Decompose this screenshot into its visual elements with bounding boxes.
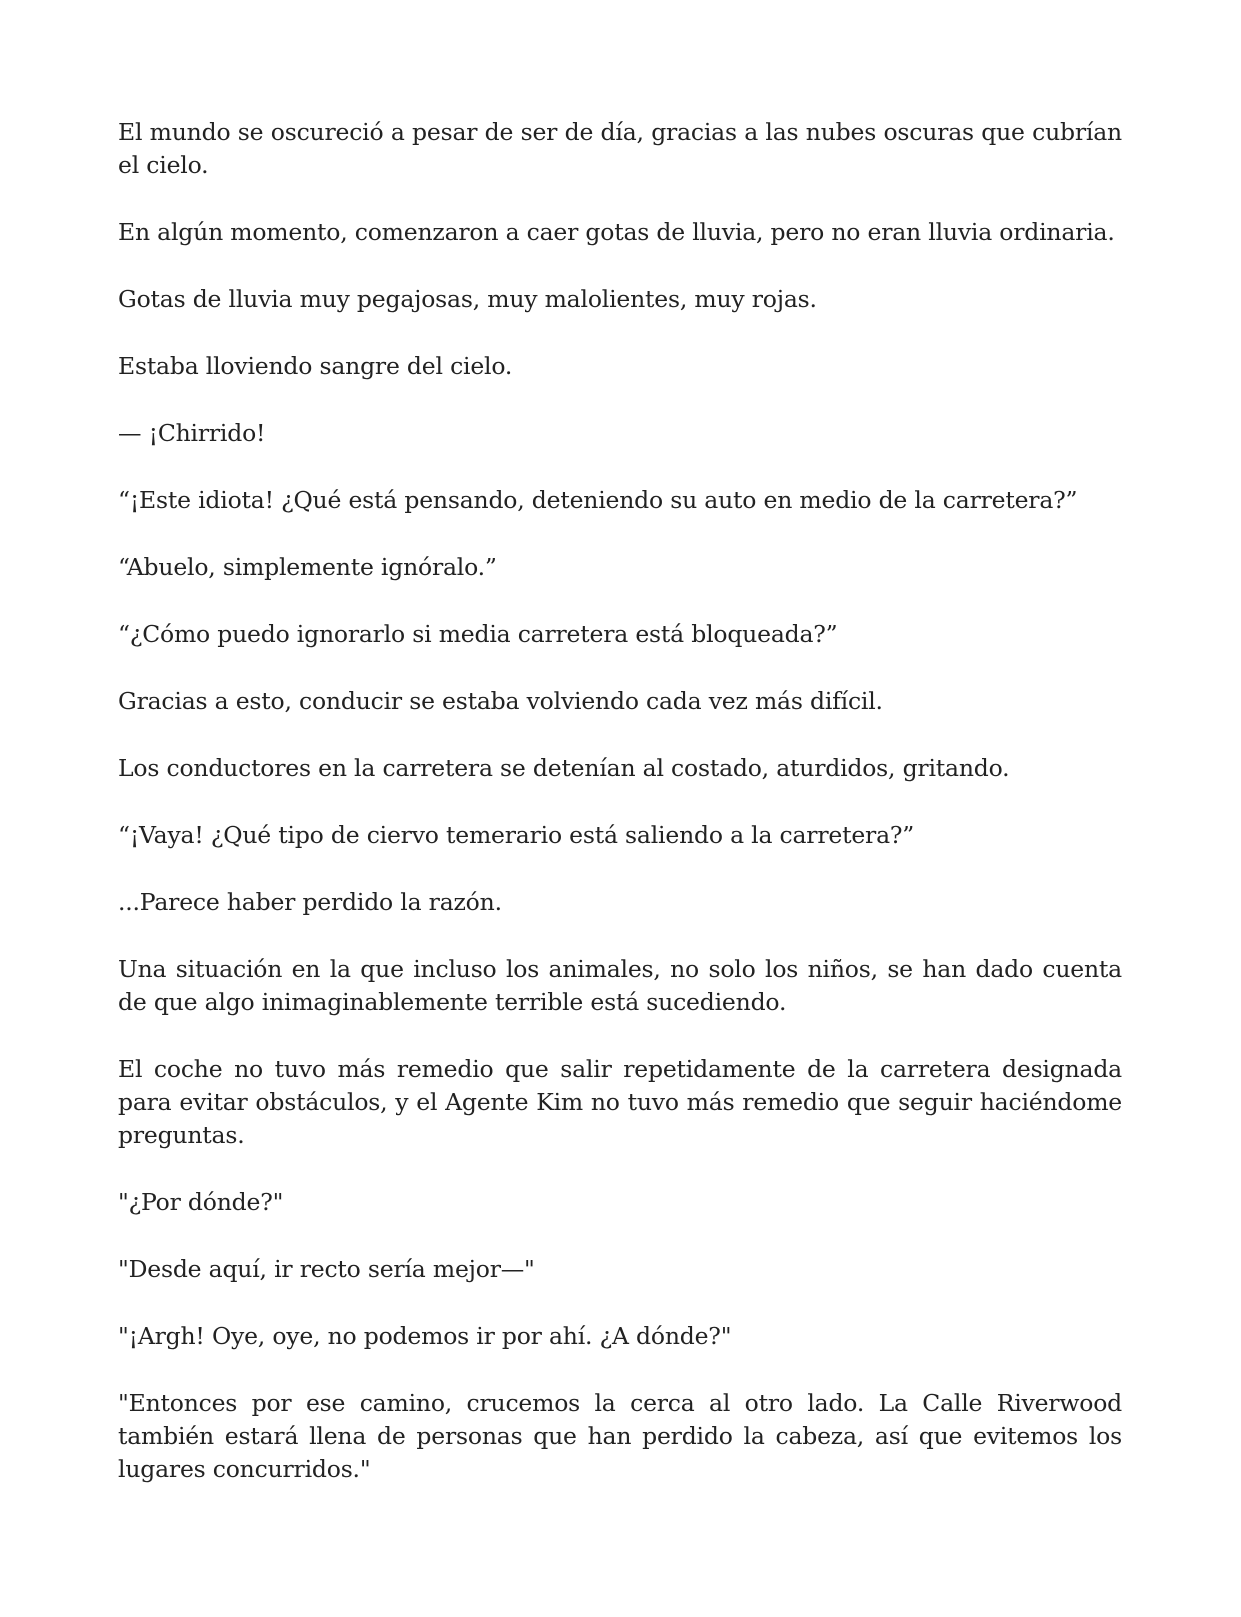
paragraph: Una situación en la que incluso los animales, no solo los niños, se han dado cuenta de que algo inimaginablemente terrible está sucediendo.	[118, 955, 1122, 1016]
paragraph: En algún momento, comenzaron a caer gotas de lluvia, pero no eran lluvia ordinaria.	[118, 218, 1115, 246]
paragraph: “¡Este idiota! ¿Qué está pensando, deteniendo su auto en medio de la carretera?”	[118, 486, 1078, 514]
paragraph: — ¡Chirrido!	[118, 419, 266, 447]
paragraph: El coche no tuvo más remedio que salir repetidamente de la carretera designada para evitar obstáculos, y el Agente Kim no tuvo más remedio que seguir haciéndome preguntas.	[118, 1055, 1122, 1149]
paragraph: “¡Vaya! ¿Qué tipo de ciervo temerario está saliendo a la carretera?”	[118, 821, 915, 849]
paragraph: Gracias a esto, conducir se estaba volviendo cada vez más difícil.	[118, 687, 883, 715]
document-body	[118, 116, 1122, 1520]
paragraph: "¿Por dónde?"	[118, 1188, 284, 1216]
paragraph: El mundo se oscureció a pesar de ser de día, gracias a las nubes oscuras que cubrían el cielo.	[118, 118, 1122, 179]
paragraph: "¡Argh! Oye, oye, no podemos ir por ahí. ¿A dónde?"	[118, 1322, 732, 1350]
paragraph: "Entonces por ese camino, crucemos la cerca al otro lado. La Calle Riverwood también estará llena de personas que han perdido la cabeza, así que evitemos los lugares concurridos."	[118, 1389, 1122, 1483]
paragraph: Estaba lloviendo sangre del cielo.	[118, 352, 513, 380]
paragraph: Los conductores en la carretera se detenían al costado, aturdidos, gritando.	[118, 754, 1010, 782]
paragraph: “Abuelo, simplemente ignóralo.”	[118, 553, 497, 581]
paragraph: “¿Cómo puedo ignorarlo si media carretera está bloqueada?”	[118, 620, 838, 648]
paragraph: "Desde aquí, ir recto sería mejor—"	[118, 1255, 535, 1283]
paragraph: Gotas de lluvia muy pegajosas, muy malolientes, muy rojas.	[118, 285, 817, 313]
paragraph: ...Parece haber perdido la razón.	[118, 888, 502, 916]
